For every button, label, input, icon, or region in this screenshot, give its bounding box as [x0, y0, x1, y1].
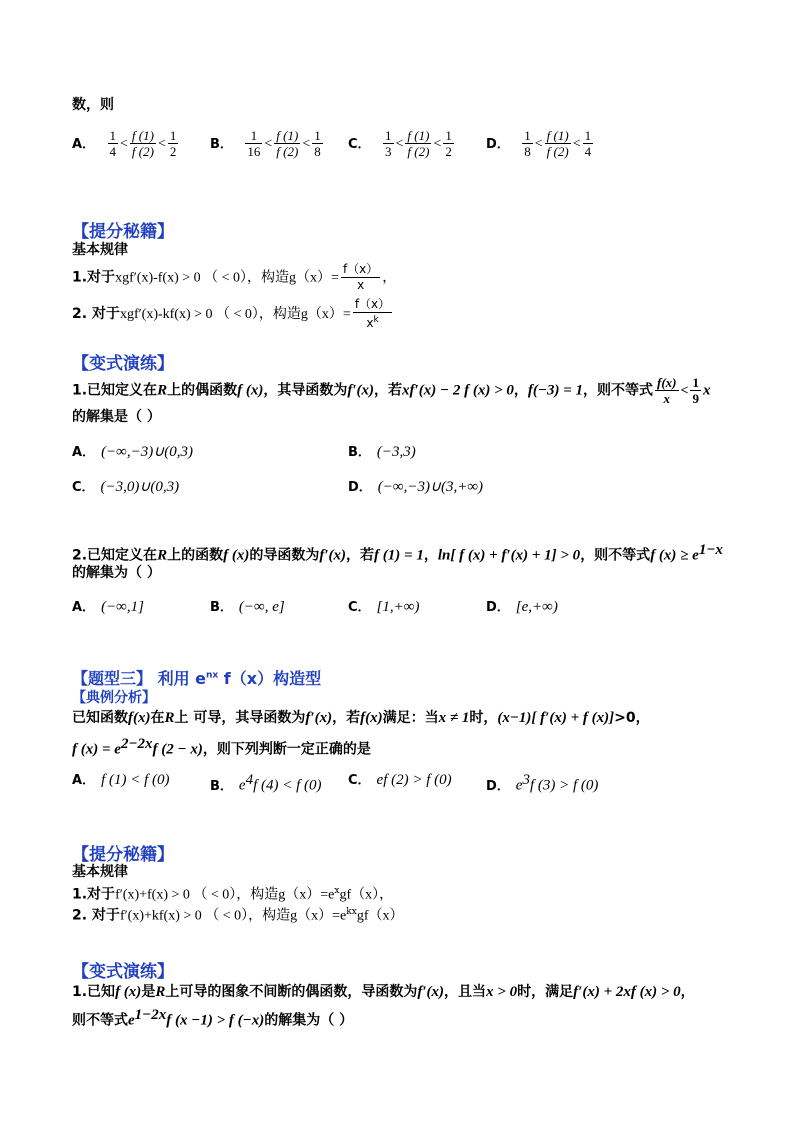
question-tail-text: 数，则 — [72, 97, 114, 113]
frac-num: f（x） — [354, 297, 391, 311]
choice-text: f (3) > f (0) — [529, 777, 599, 794]
choice-a[interactable]: A． $\frac{1}{4}$ < $\frac{f (1)}{f (2)}$ < $\frac{1}{2}$ — [72, 128, 177, 159]
choice-label: B． — [210, 778, 233, 794]
q-text: 时，满足 — [517, 984, 574, 1000]
choice-label: A． — [72, 136, 96, 152]
q-math: f′(x) — [417, 984, 445, 1000]
choice-label: D． — [486, 600, 510, 615]
q-op: < — [680, 383, 689, 399]
p1q1-option-a[interactable] — [72, 443, 193, 462]
superscript: 4 — [245, 772, 254, 788]
choice-b[interactable]: B． $\frac{1}{16}$ < $\frac{f (1)}{f (2)}$ < $\frac{1}{8}$ — [210, 128, 321, 159]
q-text: 是 — [141, 984, 156, 1000]
rule-expr: gf（x）， — [339, 887, 394, 903]
frac-den: 8 — [314, 144, 321, 159]
q-text: 2.已知定义在 — [72, 547, 158, 564]
q-text: ，若 — [332, 710, 361, 726]
type3-option-a[interactable] — [72, 771, 170, 790]
q-math: f (2 − x) — [152, 741, 203, 758]
choice-label: B． — [210, 600, 233, 615]
frac-num: 1 — [169, 128, 177, 143]
fraction — [522, 128, 533, 159]
rule-expr: xgf′(x)-kf(x) > 0 （ < 0），构造g（x）= — [119, 307, 351, 322]
frac-den: 3 — [385, 144, 392, 159]
q-math: f (x) — [237, 382, 264, 399]
p1q2-option-b[interactable] — [210, 598, 285, 617]
frac-num: f(x) — [657, 375, 677, 390]
fraction — [353, 297, 392, 331]
frac-den: f (2) — [276, 144, 299, 159]
frac-num: 1 — [385, 128, 392, 143]
choice-label: B． — [348, 445, 371, 460]
type3-option-d[interactable] — [486, 771, 598, 796]
superscript: x — [334, 886, 340, 896]
heading-text: f（x）构造型 — [218, 669, 322, 688]
choice-label: D． — [486, 136, 510, 152]
rule-prefix: 2. 对于 — [72, 907, 120, 924]
subtitle-basic-rules: 基本规律 — [72, 242, 128, 258]
fraction — [108, 128, 119, 159]
practice1-question-1 — [72, 375, 710, 409]
q-text: 上的偶函数 — [167, 382, 238, 399]
q-text: 满足：当 — [382, 710, 439, 726]
superscript: 1−2x — [134, 1007, 167, 1023]
fraction — [245, 128, 262, 159]
frac-den: 9 — [692, 391, 699, 406]
q-text: 的导函数为 — [249, 547, 320, 564]
q-text: 在 — [150, 710, 165, 726]
q-text: ，则不等式 — [583, 382, 653, 399]
q-math: x > 0 — [486, 984, 518, 1000]
q-text: 1.已知 — [72, 984, 116, 1000]
q-text: ， — [680, 984, 695, 1000]
rule-tail: ， — [382, 269, 397, 286]
superscript: 2−2x — [120, 736, 153, 752]
frac-den: 8 — [524, 144, 531, 159]
rule-1 — [72, 262, 396, 296]
fraction — [168, 128, 179, 159]
frac-num: f (1) — [407, 128, 430, 143]
practice1-question-1-line2: 的解集是（ ） — [72, 409, 161, 425]
q-text: 时， — [469, 710, 498, 726]
rule-expr: gf（x） — [356, 908, 404, 924]
q-math: f(−3) = 1 — [527, 382, 583, 399]
q-math: f (1) = 1 — [374, 547, 424, 564]
frac-num: 1 — [445, 128, 452, 143]
q-text: 的解集为（ ） — [264, 1012, 354, 1029]
choice-text: (−∞,1] — [101, 599, 144, 615]
choice-label: C． — [72, 480, 95, 495]
q-text: ，其导函数为 — [263, 382, 348, 399]
rule-prefix: 1.对于 — [72, 886, 116, 903]
q-math: x — [702, 382, 711, 399]
frac-den: 4 — [109, 144, 117, 159]
q-text: >0， — [614, 710, 650, 726]
q-math: f (x) — [115, 984, 142, 1000]
rule-2 — [72, 297, 394, 331]
choice-text: (−∞,−3)∪(0,3) — [101, 444, 193, 460]
choice-text: (−∞,−3)∪(3,+∞) — [377, 479, 484, 495]
fraction — [655, 375, 679, 406]
fraction — [274, 128, 300, 159]
p1q1-option-b[interactable] — [348, 443, 416, 462]
frac-den: 4 — [584, 144, 592, 159]
subtitle-basic-rules-2: 基本规律 — [72, 864, 128, 880]
frac-den: 16 — [247, 144, 261, 159]
fraction — [130, 128, 156, 159]
choice-d[interactable]: D． $\frac{1}{8}$ < $\frac{f (1)}{f (2)}$ < $\frac{1}{4}$ — [486, 128, 592, 159]
frac-den: x — [357, 278, 365, 292]
choice-label: C． — [348, 600, 371, 615]
type3-example-line1 — [72, 709, 650, 727]
rule-prefix: 2. 对于 — [72, 306, 120, 322]
q-text: 已知函数 — [72, 710, 128, 726]
section-heading-practice: 【变式演练】 — [72, 354, 174, 374]
choice-text: f (4) < f (0) — [253, 777, 322, 794]
practice2-question-1-line2 — [72, 1006, 353, 1030]
section-heading-tips: 【提分秘籍】 — [72, 222, 174, 242]
choice-label: D． — [486, 778, 510, 794]
q-text: ，则下列判断一定正确的是 — [202, 741, 371, 758]
frac-num: 1 — [109, 128, 117, 143]
q-math: e — [128, 1012, 135, 1029]
fraction — [545, 128, 571, 159]
choice-label: B． — [210, 136, 233, 152]
rule-2-1 — [72, 882, 393, 905]
choice-text: [1,+∞) — [376, 599, 420, 615]
q-text: 上 可导，其导函数为 — [174, 710, 306, 726]
q-text: 则不等式 — [72, 1012, 128, 1029]
choice-label: A． — [72, 773, 96, 788]
choice-label: A． — [72, 600, 96, 615]
frac-num: 1 — [524, 128, 531, 143]
frac-den: x — [366, 316, 374, 330]
frac-den: f (2) — [407, 144, 430, 159]
q-math: R — [157, 547, 168, 564]
rule-2-2 — [72, 903, 403, 926]
choice-text: f (1) < f (0) — [101, 772, 170, 788]
q-math: f (x) — [223, 547, 250, 564]
fraction — [341, 262, 380, 293]
q-math: (x−1)[ f′(x) + f (x)] — [497, 710, 615, 726]
superscript: kx — [346, 907, 357, 917]
choice-label: C． — [348, 136, 371, 152]
practice1-question-2-line2: 的解集为（ ） — [72, 565, 161, 581]
q-math: f′(x) + 2xf (x) > 0 — [573, 984, 681, 1000]
q-text: ，且当 — [444, 984, 487, 1000]
practice1-question-2 — [72, 541, 723, 565]
q-math: f (x) = e — [72, 741, 121, 758]
frac-num: 1 — [584, 128, 592, 143]
section-heading-type3 — [72, 666, 321, 689]
q-math: R — [157, 382, 168, 399]
subtitle-example: 【典例分析】 — [72, 690, 156, 706]
superscript: k — [373, 315, 379, 325]
q-math: f′(x) — [319, 547, 347, 564]
type3-example-line2 — [72, 735, 371, 759]
q-math: R — [164, 710, 175, 726]
q-math: f (x −1) > f (−x) — [166, 1012, 265, 1029]
p1q2-option-a[interactable] — [72, 598, 144, 617]
section-heading-practice-2: 【变式演练】 — [72, 962, 174, 982]
frac-den: f (2) — [546, 144, 569, 159]
q-text: 上的函数 — [167, 547, 224, 564]
p1q2-option-d[interactable] — [486, 598, 558, 617]
rule-expr: f′(x)+kf(x) > 0 （ < 0），构造g（x）=e — [119, 908, 347, 924]
q-text: ，若 — [346, 547, 375, 564]
frac-den: 2 — [445, 144, 452, 159]
q-text: 1.已知定义在 — [72, 382, 158, 399]
rule-expr: f′(x)+f(x) > 0 （ < 0），构造g（x）=e — [115, 887, 335, 903]
choice-text: (−3,3) — [376, 444, 416, 460]
q-math: f′(x) — [347, 382, 375, 399]
frac-den: f (2) — [131, 144, 154, 159]
q-text: ， — [513, 382, 528, 399]
choice-label: C． — [348, 773, 371, 788]
p1q2-option-c[interactable] — [348, 598, 419, 617]
fraction — [583, 128, 594, 159]
fraction — [405, 128, 431, 159]
rule-expr: xgf′(x)-f(x) > 0 （ < 0），构造g（x）= — [115, 270, 339, 286]
practice2-question-1 — [72, 983, 695, 1001]
frac-num: f（x） — [342, 262, 379, 276]
fraction — [312, 128, 323, 159]
fraction — [383, 128, 394, 159]
choice-c[interactable]: C． $\frac{1}{3}$ < $\frac{f (1)}{f (2)}$ < $\frac{1}{2}$ — [348, 128, 452, 159]
choice-label: D． — [348, 480, 372, 495]
frac-num: 1 — [692, 375, 699, 390]
q-math: x ≠ 1 — [438, 710, 470, 726]
p1q1-option-c[interactable] — [72, 478, 179, 497]
frac-den: x — [663, 391, 670, 406]
fraction — [690, 375, 701, 406]
frac-den: 2 — [169, 144, 177, 159]
frac-num: 1 — [245, 128, 262, 144]
choice-label: A． — [72, 445, 96, 460]
q-text: ，则不等式 — [580, 547, 651, 564]
frac-num: f (1) — [276, 128, 299, 143]
choice-text: (−∞, e] — [238, 599, 285, 615]
superscript: 1−x — [698, 542, 723, 558]
p1q1-option-d[interactable] — [348, 478, 483, 497]
type3-option-c[interactable] — [348, 771, 452, 790]
superscript: nx — [206, 670, 219, 681]
q-math: xf′(x) − 2 f (x) > 0 — [402, 382, 514, 399]
choice-text: e — [238, 777, 246, 794]
choice-text: [e,+∞) — [515, 599, 558, 615]
fraction — [443, 128, 454, 159]
choice-text: (−3,0)∪(0,3) — [100, 479, 180, 495]
q-math: f′(x) — [305, 710, 333, 726]
frac-num: f (1) — [546, 128, 569, 143]
choice-text: e — [515, 777, 523, 794]
q-math: ln[ f (x) + f′(x) + 1] > 0 — [437, 547, 581, 564]
section-heading-tips-2: 【提分秘籍】 — [72, 845, 174, 865]
type3-option-b[interactable] — [210, 771, 322, 796]
q-math: f (x) ≥ e — [650, 547, 699, 564]
choice-text: ef (2) > f (0) — [376, 772, 452, 788]
q-math: f(x) — [128, 710, 151, 726]
q-text: 上可导的图象不间断的偶函数，导函数为 — [165, 984, 418, 1000]
superscript: 3 — [522, 772, 530, 788]
frac-num: 1 — [314, 128, 321, 143]
q-text: ，若 — [374, 382, 403, 399]
rule-prefix: 1.对于 — [72, 269, 116, 286]
q-math: R — [155, 984, 166, 1000]
q-text: ， — [423, 547, 438, 564]
frac-num: f (1) — [131, 128, 154, 143]
q-math: f(x) — [360, 710, 383, 726]
heading-text: 【题型三】 利用 e — [72, 669, 206, 688]
